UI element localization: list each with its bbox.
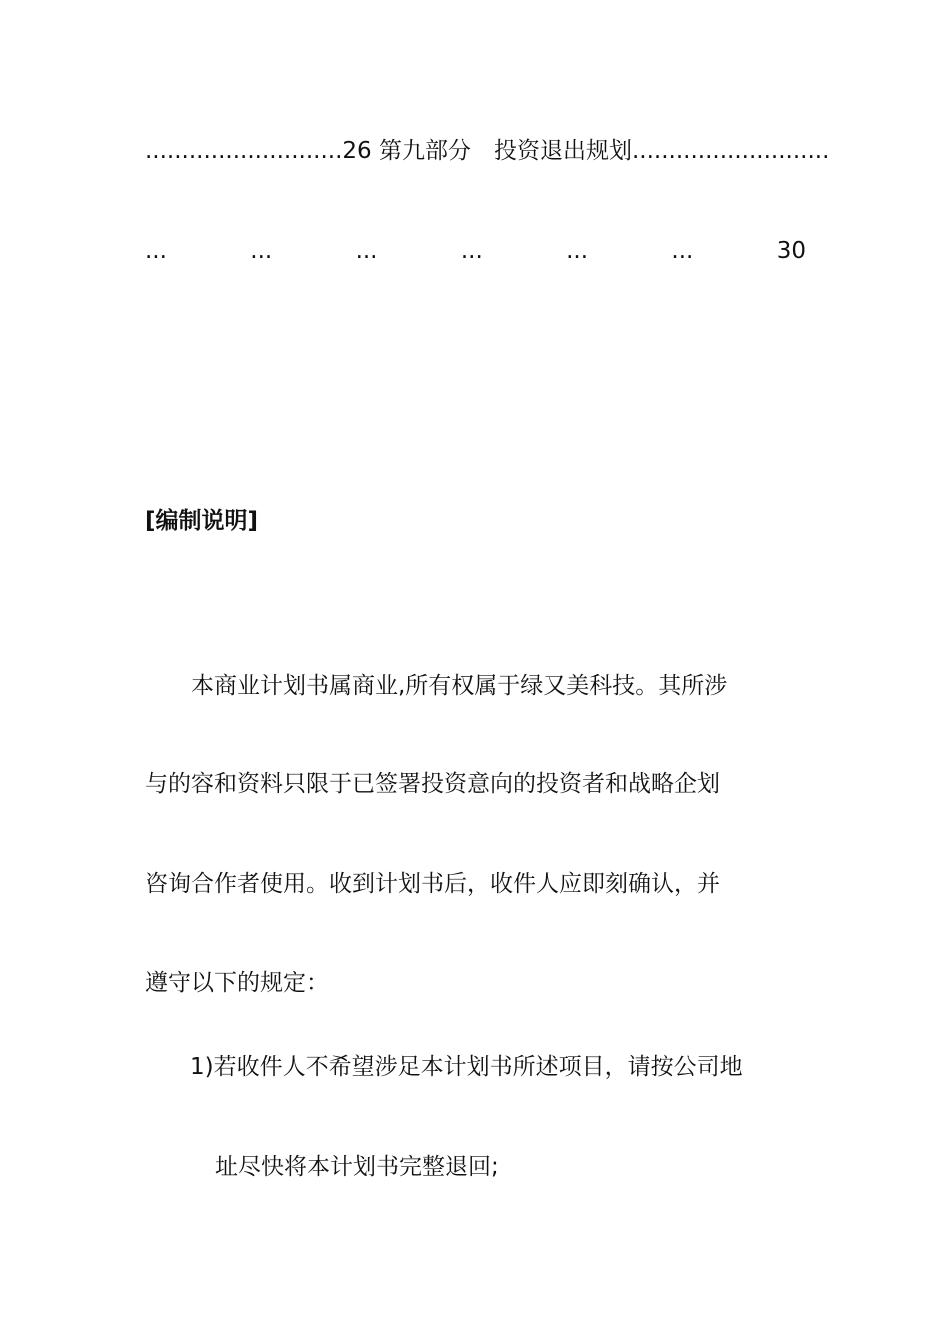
toc-ellipsis: ... [250,238,273,264]
list-item: 1)若收件人不希望涉足本计划书所述项目，请按公司地 [190,1054,743,1080]
toc-entry-part9-page [145,236,806,266]
toc-ellipsis: ... [145,238,167,264]
toc-ellipsis: ... [566,238,589,264]
paragraph-line: 遵守以下的规定： [145,970,329,996]
toc-ellipsis: ... [671,238,694,264]
paragraph-line: 与的容和资料只限于已签署投资意向的投资者和战略企划 [145,771,720,797]
toc-leader-dots: ........................... [631,138,830,164]
paragraph-line: 咨询合作者使用。收到计划书后，收件人应即刻确认，并 [145,871,720,897]
toc-leader-dots: ........................... [145,138,343,164]
toc-ellipsis: ... [355,238,378,264]
toc-page-number: 30 [776,238,806,264]
toc-ellipsis: ... [460,238,483,264]
section-heading: [编制说明] [145,508,259,534]
paragraph-line: 本商业计划书属商业,所有权属于绿又美科技。其所涉 [145,673,728,699]
toc-entry-part9 [145,136,830,166]
list-item-continuation: 址尽快将本计划书完整退回; [215,1154,499,1180]
toc-entry-text: 26 第九部分 投资退出规划 [342,138,632,164]
